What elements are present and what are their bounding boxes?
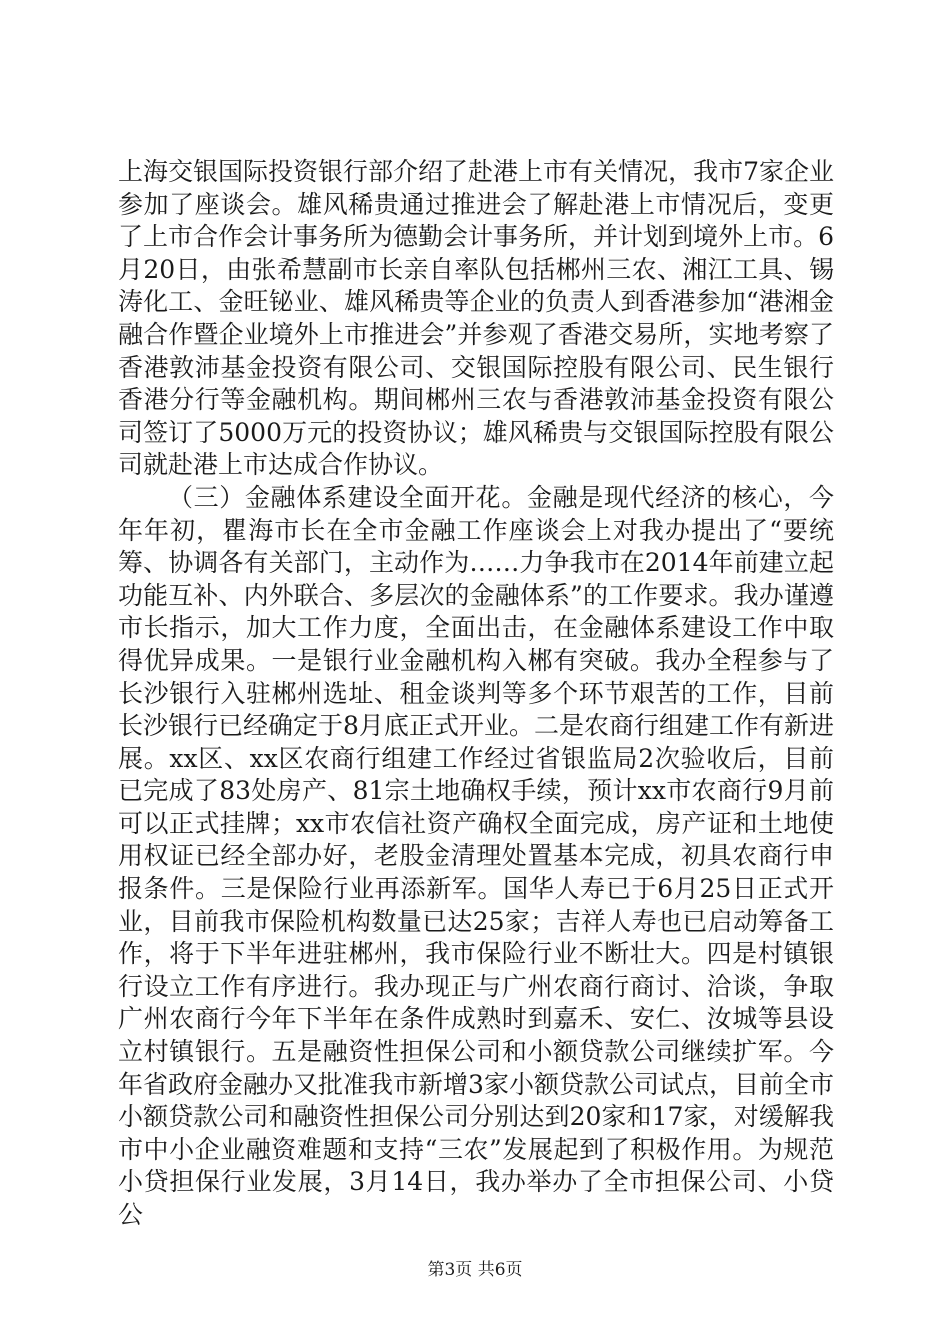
document-body [118, 156, 834, 1232]
paragraph-1: 上海交银国际投资银行部介绍了赴港上市有关情况，我市7家企业参加了座谈会。雄风稀贵通过推进会了解赴港上市情况后，变更了上市合作会计事务所为德勤会计事务所，并计划到境外上市。6月20日，由张希慧副市长亲自率队包括郴州三农、湘江工具、锡涛化工、金旺铋业、雄风稀贵等企业的负责人到香港参加“港湘金融合作暨企业境外上市推进会”并参观了香港交易所，实地考察了香港敦沛基金投资有限公司、交银国际控股有限公司、民生银行香港分行等金融机构。期间郴州三农与香港敦沛基金投资有限公司签订了5000万元的投资协议；雄风稀贵与交银国际控股有限公司就赴港上市达成合作协议。 [118, 157, 834, 480]
paragraph-2: （三）金融体系建设全面开花。金融是现代经济的核心，今年年初，瞿海市长在全市金融工作座谈会上对我办提出了“要统筹、协调各有关部门，主动作为……力争我市在2014年前建立起功能互补、内外联合、多层次的金融体系”的工作要求。我办谨遵市长指示，加大工作力度，全面出击，在金融体系建设工作中取得优异成果。一是银行业金融机构入郴有突破。我办全程参与了长沙银行入驻郴州选址、租金谈判等多个环节艰苦的工作，目前长沙银行已经确定于8月底正式开业。二是农商行组建工作有新进展。xx区、xx区农商行组建工作经过省银监局2次验收后，目前已完成了83处房产、81宗土地确权手续，预计xx市农商行9月前可以正式挂牌；xx市农信社资产确权全面完成，房产证和土地使用权证已经全部办好，老股金清理处置基本完成，初具农商行申报条件。三是保险行业再添新军。国华人寿已于6月25日正式开业，目前我市保险机构数量已达25家；吉祥人寿也已启动筹备工作，将于下半年进驻郴州，我市保险行业不断壮大。四是村镇银行设立工作有序进行。我办现正与广州农商行商讨、洽谈，争取广州农商行今年下半年在条件成熟时到嘉禾、安仁、汝城等县设立村镇银行。五是融资性担保公司和小额贷款公司继续扩军。今年省政府金融办又批准我市新增3家小额贷款公司试点，目前全市小额贷款公司和融资性担保公司分别达到20家和17家，对缓解我市中小企业融资难题和支持“三农”发展起到了积极作用。为规范小贷担保行业发展，3月14日，我办举办了全市担保公司、小贷公 [118, 482, 834, 1229]
page-footer: 第3页 共6页 [427, 1260, 523, 1280]
